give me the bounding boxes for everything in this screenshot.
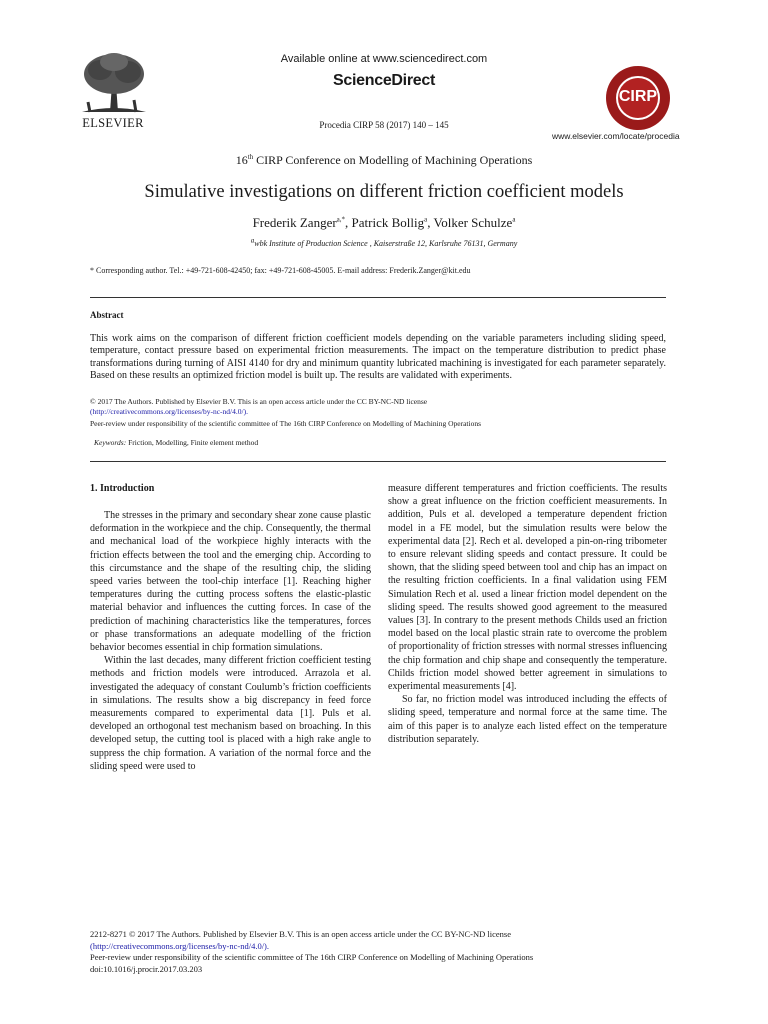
journal-url: www.elsevier.com/locate/procedia <box>552 131 680 141</box>
author-name: Patrick Bollig <box>351 215 425 230</box>
author-name: Frederik Zanger <box>252 215 337 230</box>
keywords-label: Keywords: <box>94 438 127 447</box>
conference-ordinal: 16 <box>235 153 248 167</box>
cirp-logo <box>604 64 672 132</box>
conference-name: CIRP Conference on Modelling of Machining Operations <box>253 153 533 167</box>
paragraph: So far, no friction model was introduced including the effects of sliding speed, temperature and normal force at the same time. The aim of this paper is to analyze each listed effect on the temperature distribution separately. <box>388 694 667 745</box>
author-sup: a <box>512 215 516 224</box>
footer-license-link[interactable]: (http://creativecommons.org/licenses/by-nc-nd/4.0/). <box>90 940 270 951</box>
abstract-copyright: © 2017 The Authors. Published by Elsevier B.V. This is an open access article under the CC BY-NC-ND license <box>90 397 428 406</box>
paragraph: Within the last decades, many different friction coefficient testing methods and friction models were introduced. Arrazola et al. investigated the adequacy of constant Coulumb’s friction coefficients in simulations. The results show a big discrepancy in feed force measurements compared to experimental data [1]. Puls et al. developed an orthogonal test mechanism based on broaching. In this developed setup, the cutting tool is placed with a high rake angle to suppress the chip formation. A variation of the normal force and the sliding speed were used to <box>90 655 371 772</box>
paper-title: Simulative investigations on different friction coefficient models <box>144 182 624 202</box>
conference-ordinal-suffix: th <box>247 153 254 161</box>
keywords-line <box>94 438 258 447</box>
left-column <box>90 509 371 773</box>
author-sup: a,* <box>336 215 346 224</box>
right-column <box>388 482 667 746</box>
author-sup: a <box>424 215 428 224</box>
journal-reference: Procedia CIRP 58 (2017) 140 – 145 <box>319 120 449 130</box>
cirp-logo-text: CIRP <box>618 88 658 105</box>
elsevier-wordmark: ELSEVIER <box>82 116 144 130</box>
authors-line: Frederik Zanger$^{a,*}$, Patrick Bollig$^a$, Volker Schulze$^a$ <box>252 215 516 230</box>
affiliation-sup: a <box>250 236 255 245</box>
keywords-values: Friction, Modelling, Finite element method <box>128 438 259 447</box>
footer <box>90 929 690 975</box>
footer-peer-review: Peer-review under responsibility of the scientific committee of The 16th CIRP Conference on Modelling of Machining Operations <box>90 952 534 963</box>
sciencedirect-brand: ScienceDirect <box>333 72 435 89</box>
footer-issn-line: 2212-8271 © 2017 The Authors. Published by Elsevier B.V. This is an open access article under the CC BY-NC-ND license <box>90 929 512 939</box>
paragraph: measure different temperatures and friction coefficients. The results show a great influence on the friction coefficient measurements. In addition, Puls et al. developed a temperature dependent friction model in a FE model, but the simulation results were below the experimental data [2]. Rech et al. developed a pin-on-ring tribometer to ensure relevant sliding speeds and contact pressure. It could be shown, that the sliding speed between tool and chip has an impact on the resulting friction coefficients. In a final validation using FEM Simulation Rech et al. used a linear friction model dependent on the sliding speed. The results showed good agreement to the measured values [3]. In contrary to the present methods Childs used an friction model based on the local plastic strain rate to overcome the problem of proportionality of friction stresses with normal stresses influencing the chip formation and chip shape and consequently the temperature. Childs friction model showed better agreement in simulations to experimental measurements [4]. <box>388 483 667 693</box>
affiliation-text: wbk Institute of Production Science , Kaiserstraße 12, Karlsruhe 76131, Germany <box>254 239 518 248</box>
rule-top <box>90 297 666 298</box>
abstract-license-link[interactable]: (http://creativecommons.org/licenses/by-nc-nd/4.0/). <box>90 407 248 416</box>
section-heading-introduction: 1. Introduction <box>90 483 155 494</box>
rule-bottom <box>90 461 666 462</box>
corresponding-author: * Corresponding author. Tel.: +49-721-608-42450; fax: +49-721-608-45005. E-mail address: Frederik.Zanger@kit.edu <box>90 266 471 275</box>
available-online: Available online at www.sciencedirect.com <box>280 53 488 65</box>
author-name: Volker Schulze <box>433 215 513 230</box>
abstract-heading: Abstract <box>90 310 124 320</box>
footer-doi: doi:10.1016/j.procir.2017.03.203 <box>90 963 203 974</box>
conference-line <box>0 153 768 168</box>
affiliation <box>0 236 768 248</box>
abstract-peer-review: Peer-review under responsibility of the scientific committee of The 16th CIRP Conference on Modelling of Machining Operations <box>90 419 482 428</box>
abstract-text: This work aims on the comparison of different friction coefficient models depending on the variable parameters including sliding speed, temperature, contact pressure based on experimental friction measurements. The impact on the temperature distribution to predict phase transformations during turning of AISI 4140 for dry and minimum quantity lubricated machining is investigated for each parameter separately. Based on these results an optimized friction model is built up. The results are validated with experiments. <box>90 333 666 382</box>
paragraph: The stresses in the primary and secondary shear zone cause plastic deformation in the workpiece and the chip. Consequently, the thermal and mechanical load of the workpiece highly interacts with the friction effects between the tool and the emerging chip. According to this circumstance and the shape of the resulting chip, the sliding speed varies between the tool-chip interface [1]. Reaching higher temperatures during the cutting process softens the elastic-plastic material behavior and influences the cutting forces. In case of the prediction of machining characteristics like the temperatures, forces or phase transformations an adequate modelling of the friction behavior becomes essential in chip formation simulations. <box>90 510 371 654</box>
